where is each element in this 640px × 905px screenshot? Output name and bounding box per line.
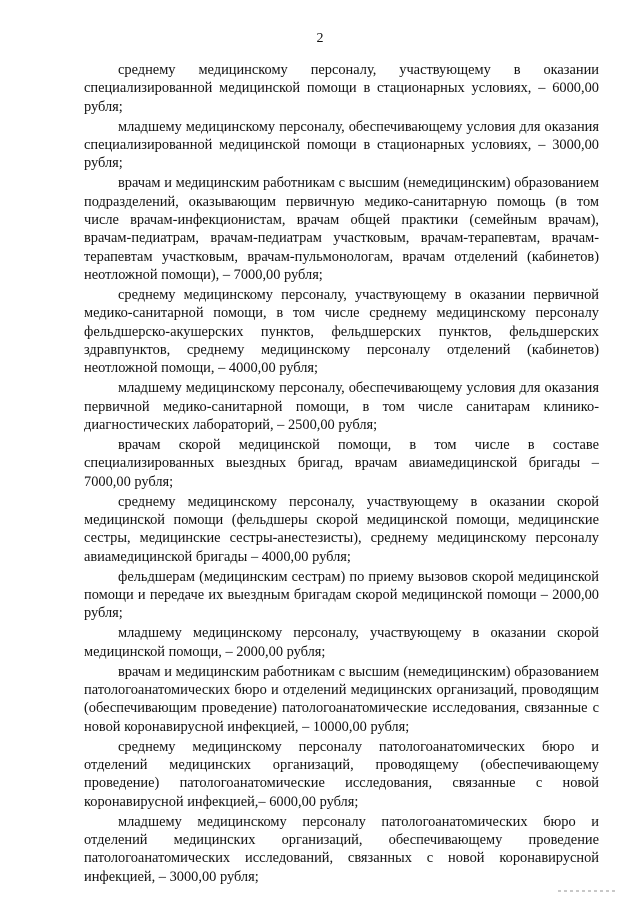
paragraph: среднему медицинскому персоналу патологоанатомических бюро и отделений медицинских организаций, проводящему (обеспечивающему проведение) патологоанатомические исследования, связанные с новой коронавирусной инфекцией,– 6000,00 рубля; [84, 738, 599, 810]
paragraph: врачам и медицинским работникам с высшим (немедицинским) образованием патологоанатомических бюро и отделений медицинских организаций, проводящим (обеспечивающим проведение) патологоанатомические исследования, связанные с новой коронавирусной инфекцией, – 10000,00 рубля; [84, 663, 599, 735]
paragraph: врачам и медицинским работникам с высшим (немедицинским) образованием подразделений, оказывающим первичную медико-санитарную помощь (в том числе врачам-инфекционистам, врачам общей практики (семейным врачам), врачам-педиатрам, врачам-педиатрам участковым, врачам-терапевтам, врачам-терапевтам участковым, врачам-пульмонологам, врачам отделений (кабинетов) неотложной помощи), – 7000,00 рубля; [84, 175, 599, 283]
paragraph: врачам скорой медицинской помощи, в том числе в составе специализированных выездных бригад, врачам авиамедицинской бригады – 7000,00 рубля; [84, 436, 599, 490]
paragraph: младшему медицинскому персоналу, участвующему в оказании скорой медицинской помощи, – 2000,00 рубля; [84, 625, 599, 660]
paragraph: младшему медицинскому персоналу патологоанатомических бюро и отделений медицинских организаций, обеспечивающему проведение патологоанатомических исследований, связанных с новой коронавирусной инфекцией, – 3000,00 рубля; [84, 813, 599, 885]
page-number: 2 [316, 31, 324, 46]
paragraph: фельдшерам (медицинским сестрам) по приему вызовов скорой медицинской помощи и передаче их выездным бригадам скорой медицинской помощи – 2000,00 рубля; [84, 568, 599, 622]
document-body [84, 61, 599, 888]
paragraph: среднему медицинскому персоналу, участвующему в оказании специализированной медицинской помощи в стационарных условиях, – 6000,00 рубля; [84, 62, 599, 115]
paragraph: среднему медицинскому персоналу, участвующему в оказании скорой медицинской помощи (фельдшеры скорой медицинской помощи, медицинские сестры, медицинские сестры-анестезисты), среднему медицинскому персоналу авиамедицинской бригады – 4000,00 рубля; [84, 493, 599, 565]
paragraph: младшему медицинскому персоналу, обеспечивающему условия для оказания первичной медико-санитарной помощи, в том числе санитарам клинико-диагностических лабораторий, – 2500,00 рубля; [84, 380, 599, 433]
paragraph: среднему медицинскому персоналу, участвующему в оказании первичной медико-санитарной помощи, в том числе среднему медицинскому персоналу фельдшерско-акушерских пунктов, фельдшерских пунктов, фельдшерских здравпунктов, среднему медицинскому персоналу отделений (кабинетов) неотложной помощи, – 4000,00 рубля; [84, 286, 599, 377]
scan-artifact [558, 890, 618, 892]
paragraph: младшему медицинскому персоналу, обеспечивающему условия для оказания специализированной медицинской помощи в стационарных условиях, – 3000,00 рубля; [84, 118, 599, 172]
